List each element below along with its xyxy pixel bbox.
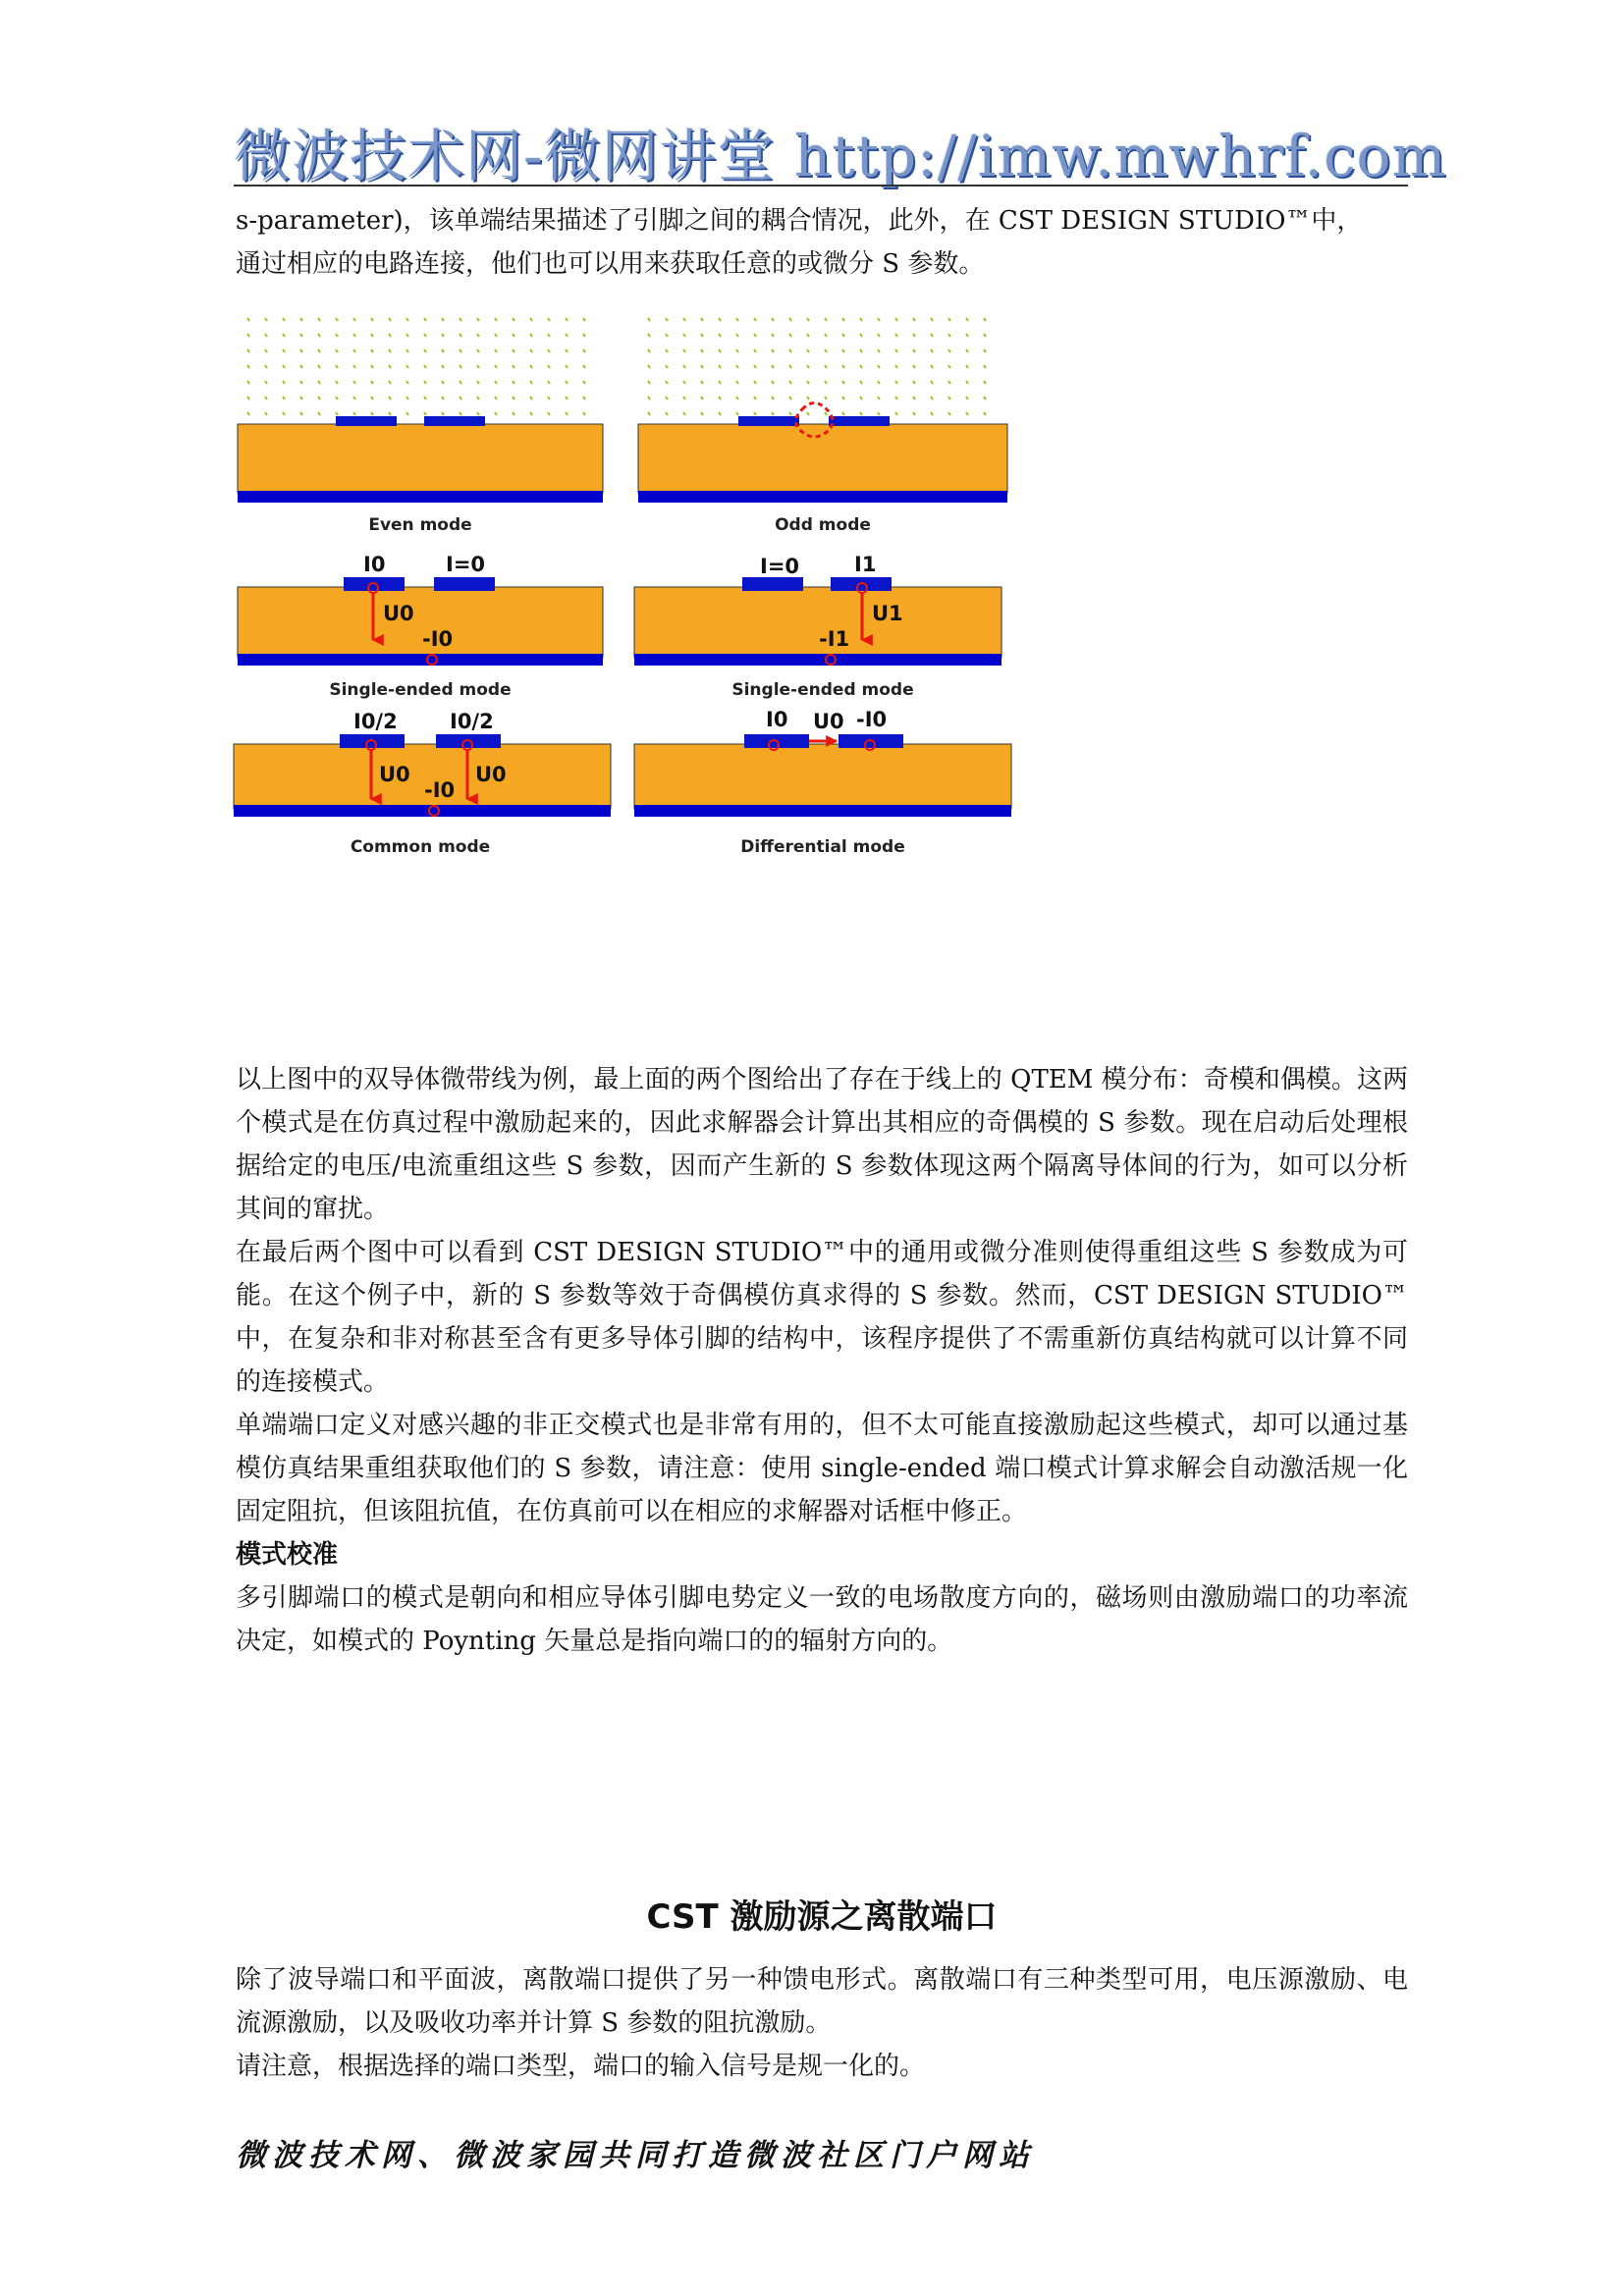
field-arrow (825, 397, 827, 400)
header-title: 微波技术网-微网讲堂 http://imw.mwhrf.com (234, 123, 1447, 189)
field-arrow (913, 318, 915, 321)
intro-line-1: s-parameter)，该单端结果描述了引脚之间的耦合情况，此外，在 CST DESIGN STUDIO™中， (236, 206, 1363, 236)
field-arrow (648, 412, 650, 415)
se-left-substrate (238, 587, 603, 658)
dm-label-minus-I0: -I0 (856, 708, 888, 731)
field-arrow (895, 349, 897, 352)
field-arrow (860, 381, 862, 384)
field-arrow (948, 397, 950, 400)
field-arrow (895, 397, 897, 400)
field-arrow (648, 381, 650, 384)
field-arrow (842, 381, 844, 384)
field-arrow (913, 397, 915, 400)
field-arrow (789, 381, 791, 384)
field-arrow (895, 365, 897, 368)
field-arrow (701, 412, 703, 415)
cm-label-U0-a: U0 (379, 763, 410, 786)
field-arrow (701, 334, 703, 337)
field-arrow (966, 318, 968, 321)
field-arrow (984, 349, 986, 352)
field-arrow (931, 412, 933, 415)
odd-ground (638, 491, 1007, 503)
field-arrow (648, 318, 650, 321)
field-arrow (719, 412, 721, 415)
common-mode-panel (234, 710, 611, 857)
field-arrow (860, 318, 862, 321)
field-arrow (984, 318, 986, 321)
field-arrow (984, 334, 986, 337)
field-arrow (754, 334, 756, 337)
se-left-caption: Single-ended mode (329, 680, 512, 700)
field-arrow (931, 349, 933, 352)
section-body (236, 1958, 1408, 2088)
field-arrow (878, 334, 880, 337)
single-ended-left-panel (238, 553, 603, 700)
field-arrow (736, 318, 738, 321)
field-arrow (807, 318, 809, 321)
field-arrow (825, 365, 827, 368)
field-arrow (754, 318, 756, 321)
field-arrow (807, 365, 809, 368)
field-arrow (789, 365, 791, 368)
field-arrow (736, 365, 738, 368)
field-arrow (683, 412, 685, 415)
even-substrate (238, 424, 603, 493)
dm-substrate (634, 744, 1011, 809)
field-arrow (878, 412, 880, 415)
field-arrow (666, 349, 668, 352)
body-paragraph-2: 在最后两个图中可以看到 CST DESIGN STUDIO™中的通用或微分准则使得重组这些 S 参数成为可能。在这个例子中，新的 S 参数等效于奇偶模仿真求得的 S 参数。然而，CST DESIGN STUDIO™中，在复杂和非对称甚至含有更多导体引脚的结构中，该程序提供了不需重新仿真结构就可以计算不同的连接模式。 (236, 1238, 1408, 1397)
field-arrow (754, 397, 756, 400)
field-arrow (860, 349, 862, 352)
se-right-label-minus-I1: -I1 (819, 627, 850, 651)
se-right-label-I1: I1 (854, 553, 877, 576)
field-arrow (701, 318, 703, 321)
field-arrow (736, 381, 738, 384)
differential-mode-caption: Differential mode (740, 837, 905, 857)
field-arrow (807, 412, 809, 415)
field-arrow (913, 334, 915, 337)
field-arrow (648, 365, 650, 368)
intro-line-2: 通过相应的电路连接，他们也可以用来获取任意的或微分 S 参数。 (236, 249, 985, 279)
field-arrow (736, 334, 738, 337)
odd-mode-panel (638, 318, 1007, 535)
field-arrow (789, 318, 791, 321)
field-arrow (878, 397, 880, 400)
field-arrow (772, 397, 774, 400)
field-arrow (842, 349, 844, 352)
field-arrow (772, 334, 774, 337)
intro-paragraph (236, 199, 1408, 286)
field-arrow (789, 349, 791, 352)
single-ended-right-panel (634, 553, 1001, 700)
field-arrow (931, 381, 933, 384)
cm-label-I0-half-b: I0/2 (450, 710, 494, 733)
field-arrow (807, 334, 809, 337)
field-arrow (842, 365, 844, 368)
field-arrow (842, 334, 844, 337)
field-arrow (807, 381, 809, 384)
field-arrow (842, 397, 844, 400)
dm-label-U0: U0 (813, 710, 844, 733)
cm-label-minus-I0: -I0 (424, 778, 456, 802)
field-arrow (807, 397, 809, 400)
field-arrow (736, 349, 738, 352)
body-paragraph-1: 以上图中的双导体微带线为例，最上面的两个图给出了存在于线上的 QTEM 模分布：奇模和偶模。这两个模式是在仿真过程中激励起来的，因此求解器会计算出其相应的奇偶模的 S 参数。现在启动后处理根据给定的电压/电流重组这些 S 参数，因而产生新的 S 参数体现这两个隔离导体间的行为，如可以分析其间的窜扰。 (236, 1065, 1408, 1224)
field-arrow (719, 318, 721, 321)
field-arrow (648, 334, 650, 337)
field-arrow (966, 349, 968, 352)
se-right-label-I-zero: I=0 (760, 555, 800, 578)
field-arrow (736, 397, 738, 400)
field-arrow (825, 381, 827, 384)
field-arrow (772, 381, 774, 384)
even-trace-right (424, 416, 485, 426)
field-arrow (878, 365, 880, 368)
field-arrow (984, 365, 986, 368)
field-arrow (842, 318, 844, 321)
field-arrow (789, 397, 791, 400)
mode-calibration-heading: 模式校准 (236, 1540, 339, 1570)
body-text (236, 1058, 1408, 1663)
field-arrow (860, 334, 862, 337)
field-arrow (772, 349, 774, 352)
field-arrow (772, 365, 774, 368)
field-arrow (648, 349, 650, 352)
se-left-label-minus-I0: -I0 (422, 627, 454, 651)
field-arrow (754, 381, 756, 384)
field-arrow (701, 349, 703, 352)
se-left-label-U0: U0 (383, 602, 414, 625)
field-arrow (860, 397, 862, 400)
field-arrow (948, 349, 950, 352)
field-arrow (719, 381, 721, 384)
even-trace-left (336, 416, 397, 426)
se-left-label-I0: I0 (363, 553, 386, 576)
field-arrow (719, 397, 721, 400)
field-arrow (825, 349, 827, 352)
section-paragraph-1: 除了波导端口和平面波，离散端口提供了另一种馈电形式。离散端口有三种类型可用，电压源激励、电流源激励，以及吸收功率并计算 S 参数的阻抗激励。 (236, 1965, 1408, 2038)
se-left-ground (238, 654, 603, 666)
se-left-trace-2 (434, 577, 495, 591)
field-arrow (754, 412, 756, 415)
odd-trace-left (738, 416, 799, 426)
se-left-label-I-zero: I=0 (446, 553, 486, 576)
section-title: CST 激励源之离散端口 (646, 1897, 998, 1937)
field-arrow (683, 318, 685, 321)
field-arrow (701, 381, 703, 384)
field-arrow (754, 349, 756, 352)
field-arrow (701, 397, 703, 400)
field-arrow (772, 412, 774, 415)
body-paragraph-3: 单端端口定义对感兴趣的非正交模式也是非常有用的，但不太可能直接激励起这些模式，却可以通过基模仿真结果重组获取他们的 S 参数，请注意：使用 single-ended 端口模式计算求解会自动激活规一化固定阻抗，但该阻抗值，在仿真前可以在相应的求解器对话框中修正。 (236, 1411, 1408, 1526)
field-arrow (966, 397, 968, 400)
field-arrow (719, 349, 721, 352)
field-arrow (666, 365, 668, 368)
body-paragraph-4: 多引脚端口的模式是朝向和相应导体引脚电势定义一致的电场散度方向的，磁场则由激励端口的功率流决定，如模式的 Poynting 矢量总是指向端口的的辐射方向的。 (236, 1583, 1408, 1656)
se-right-trace-1 (742, 577, 803, 591)
footer-slogan: 微波技术网、微波家园共同打造微波社区门户网站 (236, 2138, 1035, 2173)
field-arrow (948, 412, 950, 415)
field-arrow (666, 412, 668, 415)
se-right-ground (634, 654, 1001, 666)
differential-mode-panel (634, 708, 1011, 857)
even-mode-panel (238, 306, 603, 535)
common-mode-caption: Common mode (350, 837, 491, 857)
field-arrow (948, 334, 950, 337)
field-arrow (666, 397, 668, 400)
microstrip-mode-figure (228, 306, 1406, 1033)
mode-diagram-svg (228, 306, 1406, 1033)
se-right-substrate (634, 587, 1001, 658)
cm-label-I0-half-a: I0/2 (353, 710, 398, 733)
field-arrow (931, 397, 933, 400)
field-arrow (984, 381, 986, 384)
dm-ground (634, 805, 1011, 817)
se-right-caption: Single-ended mode (731, 680, 914, 700)
field-arrow (825, 318, 827, 321)
field-arrow (948, 381, 950, 384)
field-arrow (984, 397, 986, 400)
field-arrow (895, 334, 897, 337)
field-arrow (966, 334, 968, 337)
cm-ground (234, 805, 611, 817)
field-arrow (931, 318, 933, 321)
field-arrow (895, 318, 897, 321)
field-arrow (966, 381, 968, 384)
field-arrow (913, 412, 915, 415)
field-arrow (913, 381, 915, 384)
field-arrow (948, 365, 950, 368)
field-arrow (825, 412, 827, 415)
se-right-label-U1: U1 (872, 602, 903, 625)
field-arrow (719, 365, 721, 368)
dm-label-I0: I0 (766, 708, 788, 731)
field-arrow (683, 349, 685, 352)
field-arrow (701, 365, 703, 368)
field-arrow (719, 334, 721, 337)
field-arrow (878, 349, 880, 352)
even-mode-caption: Even mode (368, 515, 472, 535)
odd-substrate (638, 424, 1007, 493)
field-arrow (754, 365, 756, 368)
field-arrow (666, 318, 668, 321)
section-paragraph-2: 请注意，根据选择的端口类型，端口的输入信号是规一化的。 (236, 2052, 926, 2081)
field-arrow (807, 349, 809, 352)
field-arrow (683, 381, 685, 384)
field-arrow (683, 365, 685, 368)
field-arrow (648, 397, 650, 400)
field-arrow (789, 412, 791, 415)
field-arrow (860, 365, 862, 368)
field-arrow (842, 412, 844, 415)
field-arrow (984, 412, 986, 415)
field-arrow (683, 334, 685, 337)
field-arrow (895, 381, 897, 384)
field-arrow (666, 381, 668, 384)
odd-mode-caption: Odd mode (775, 515, 871, 535)
field-arrow (878, 381, 880, 384)
field-arrow (913, 365, 915, 368)
field-arrow (666, 334, 668, 337)
odd-trace-right (829, 416, 890, 426)
field-arrow (860, 412, 862, 415)
field-arrow (913, 349, 915, 352)
field-arrow (789, 334, 791, 337)
even-ground (238, 491, 603, 503)
field-arrow (966, 412, 968, 415)
cm-label-U0-b: U0 (475, 763, 507, 786)
field-arrow (772, 318, 774, 321)
header-rule (234, 185, 1408, 187)
field-arrow (825, 334, 827, 337)
field-arrow (948, 318, 950, 321)
field-arrow (683, 397, 685, 400)
field-arrow (895, 412, 897, 415)
field-arrow (878, 318, 880, 321)
cm-substrate (234, 744, 611, 809)
field-arrow (931, 334, 933, 337)
field-arrow (931, 365, 933, 368)
field-arrow (736, 412, 738, 415)
field-arrow (966, 365, 968, 368)
